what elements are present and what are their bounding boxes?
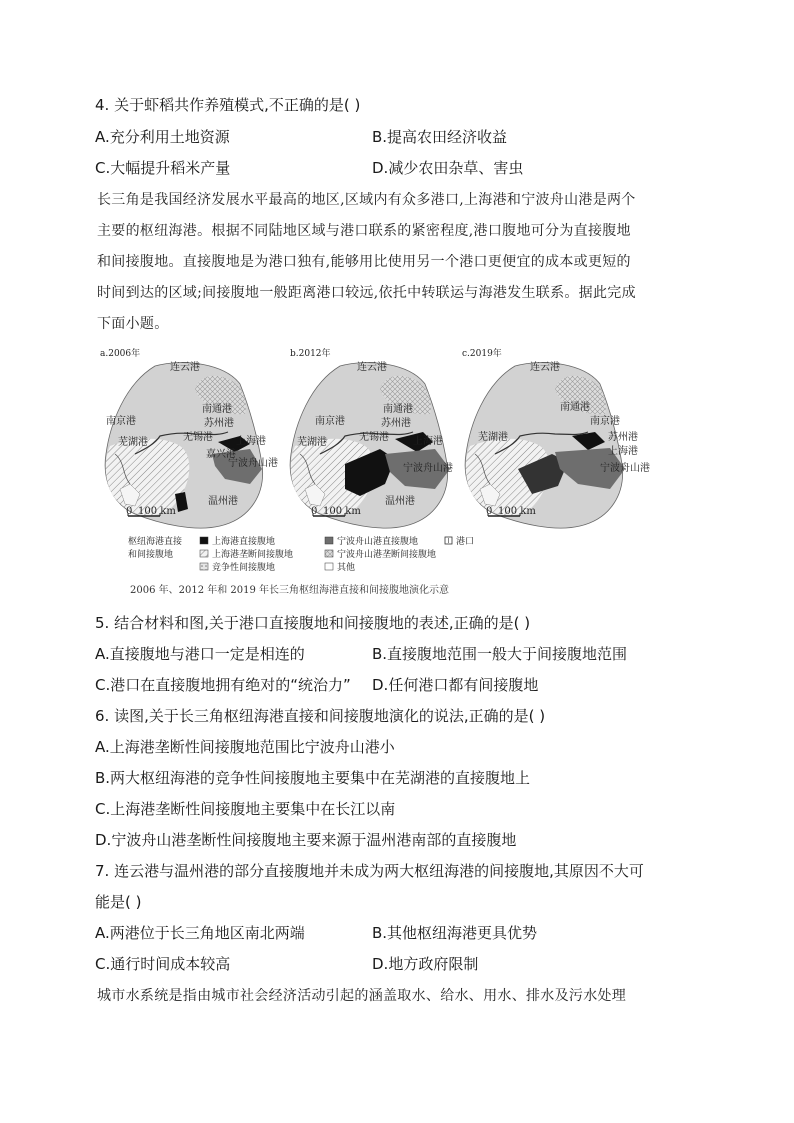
- legend-item: 宁波舟山港直接腹地: [337, 537, 419, 547]
- q7-stem: 能是( ): [95, 893, 142, 911]
- port-label: 上海港: [236, 436, 266, 447]
- legend-item: 其他: [337, 563, 356, 573]
- q6-option-a: A.上海港垄断性间接腹地范围比宁波舟山港小: [95, 738, 395, 756]
- legend-item: 上海港垄断间接腹地: [212, 550, 294, 560]
- scale-label: 100 km: [498, 506, 536, 517]
- panel-title: b.2012年: [290, 349, 331, 359]
- legend-item: 港口: [456, 537, 475, 547]
- legend-title: 枢纽海港直接: [128, 537, 183, 547]
- port-label: 南京港: [315, 416, 345, 427]
- q7-option-b: B.其他枢纽海港更具优势: [372, 924, 538, 942]
- q4-option-d: D.减少农田杂草、害虫: [372, 159, 524, 177]
- port-label: 南通港: [560, 402, 590, 413]
- port-label: 温州港: [385, 496, 415, 507]
- q7-option-a: A.两港位于长三角地区南北两端: [95, 924, 305, 942]
- legend-item: 上海港直接腹地: [212, 537, 276, 547]
- q5-option-c: C.港口在直接腹地拥有绝对的“统治力”: [95, 676, 351, 694]
- passage1-line: 时间到达的区域;间接腹地一般距离港口较远,依托中转联运与海港发生联系。据此完成: [97, 285, 636, 301]
- legend-swatch: [325, 563, 333, 570]
- port-label: 芜湖港: [478, 432, 508, 443]
- port-label: 上海港: [413, 436, 443, 447]
- passage1-line: 和间接腹地。直接腹地是为港口独有,能够用比使用另一个港口更便宜的成本或更短的: [97, 254, 631, 270]
- panel-2006: [100, 347, 278, 528]
- q6-stem: 6. 读图,关于长三角枢纽海港直接和间接腹地演化的说法,正确的是( ): [95, 707, 546, 725]
- q5-option-a: A.直接腹地与港口一定是相连的: [95, 645, 305, 663]
- port-label: 连云港: [530, 362, 560, 373]
- legend-swatch: [200, 537, 208, 544]
- legend-title: 和间接腹地: [128, 550, 174, 560]
- legend-item: 竞争性间接腹地: [212, 563, 276, 573]
- port-label: 无锡港: [359, 432, 389, 443]
- q5-option-d: D.任何港口都有间接腹地: [372, 676, 539, 694]
- port-label: 苏州港: [204, 418, 234, 429]
- port-label: 连云港: [170, 362, 200, 373]
- panel-2012: [290, 347, 453, 528]
- port-label: 嘉兴港: [206, 449, 236, 460]
- port-label: 南京港: [590, 416, 620, 427]
- q6-option-c: C.上海港垄断性间接腹地主要集中在长江以南: [95, 800, 396, 818]
- q4-option-c: C.大幅提升稻米产量: [95, 159, 231, 177]
- port-label: 宁波舟山港: [228, 458, 278, 469]
- scale-zero: 0: [311, 506, 318, 517]
- q6-option-b: B.两大枢纽海港的竞争性间接腹地主要集中在芜湖港的直接腹地上: [95, 769, 531, 787]
- passage1-line: 下面小题。: [97, 316, 169, 332]
- port-label: 南通港: [383, 404, 413, 415]
- legend: [128, 535, 474, 573]
- passage1-line: 长三角是我国经济发展水平最高的地区,区域内有众多港口,上海港和宁波舟山港是两个: [97, 192, 636, 208]
- port-label: 连云港: [357, 362, 387, 373]
- q4-option-b: B.提高农田经济收益: [372, 128, 508, 146]
- q4-stem: 4. 关于虾稻共作养殖模式,不正确的是( ): [95, 96, 361, 114]
- port-label: 南京港: [106, 416, 136, 427]
- port-label: 芜湖港: [118, 437, 148, 448]
- legend-swatch: [325, 550, 333, 557]
- q7-stem: 7. 连云港与温州港的部分直接腹地并未成为两大枢纽海港的间接腹地,其原因不大可: [95, 862, 644, 880]
- legend-swatch: [200, 563, 208, 570]
- scale-label: 100 km: [138, 506, 176, 517]
- figure-caption: 2006 年、2012 年和 2019 年长三角枢纽海港直接和间接腹地演化示意: [130, 585, 450, 596]
- q6-option-d: D.宁波舟山港垄断性间接腹地主要来源于温州港南部的直接腹地: [95, 831, 517, 849]
- port-label: 芜湖港: [297, 437, 327, 448]
- passage2-line: 城市水系统是指由城市社会经济活动引起的涵盖取水、给水、用水、排水及污水处理: [97, 988, 627, 1004]
- port-label: 苏州港: [381, 418, 411, 429]
- q5-stem: 5. 结合材料和图,关于港口直接腹地和间接腹地的表述,正确的是( ): [95, 614, 531, 632]
- port-label: 上海港: [608, 446, 638, 457]
- panel-title: a.2006年: [100, 349, 141, 359]
- passage1-line: 主要的枢纽海港。根据不同陆地区域与港口联系的紧密程度,港口腹地可分为直接腹地: [97, 223, 631, 239]
- q4-option-a: A.充分利用土地资源: [95, 128, 230, 146]
- port-label: 无锡港: [183, 432, 213, 443]
- panel-title: c.2019年: [462, 349, 502, 359]
- hinterland-maps: [100, 344, 700, 599]
- port-label: 宁波舟山港: [600, 463, 650, 474]
- scale-label: 100 km: [323, 506, 361, 517]
- q7-option-c: C.通行时间成本较高: [95, 955, 231, 973]
- legend-swatch: [325, 537, 333, 544]
- hinterland-figure: [100, 344, 700, 599]
- q7-option-d: D.地方政府限制: [372, 955, 479, 973]
- legend-item: 宁波舟山港垄断间接腹地: [337, 550, 437, 560]
- scale-zero: 0: [486, 506, 493, 517]
- port-label: 宁波舟山港: [403, 463, 453, 474]
- port-label: 温州港: [208, 496, 238, 507]
- q5-option-b: B.直接腹地范围一般大于间接腹地范围: [372, 645, 628, 663]
- port-label: 苏州港: [608, 432, 638, 443]
- scale-zero: 0: [126, 506, 133, 517]
- panel-2019: [462, 347, 650, 528]
- legend-swatch: [200, 550, 208, 557]
- port-label: 南通港: [202, 404, 232, 415]
